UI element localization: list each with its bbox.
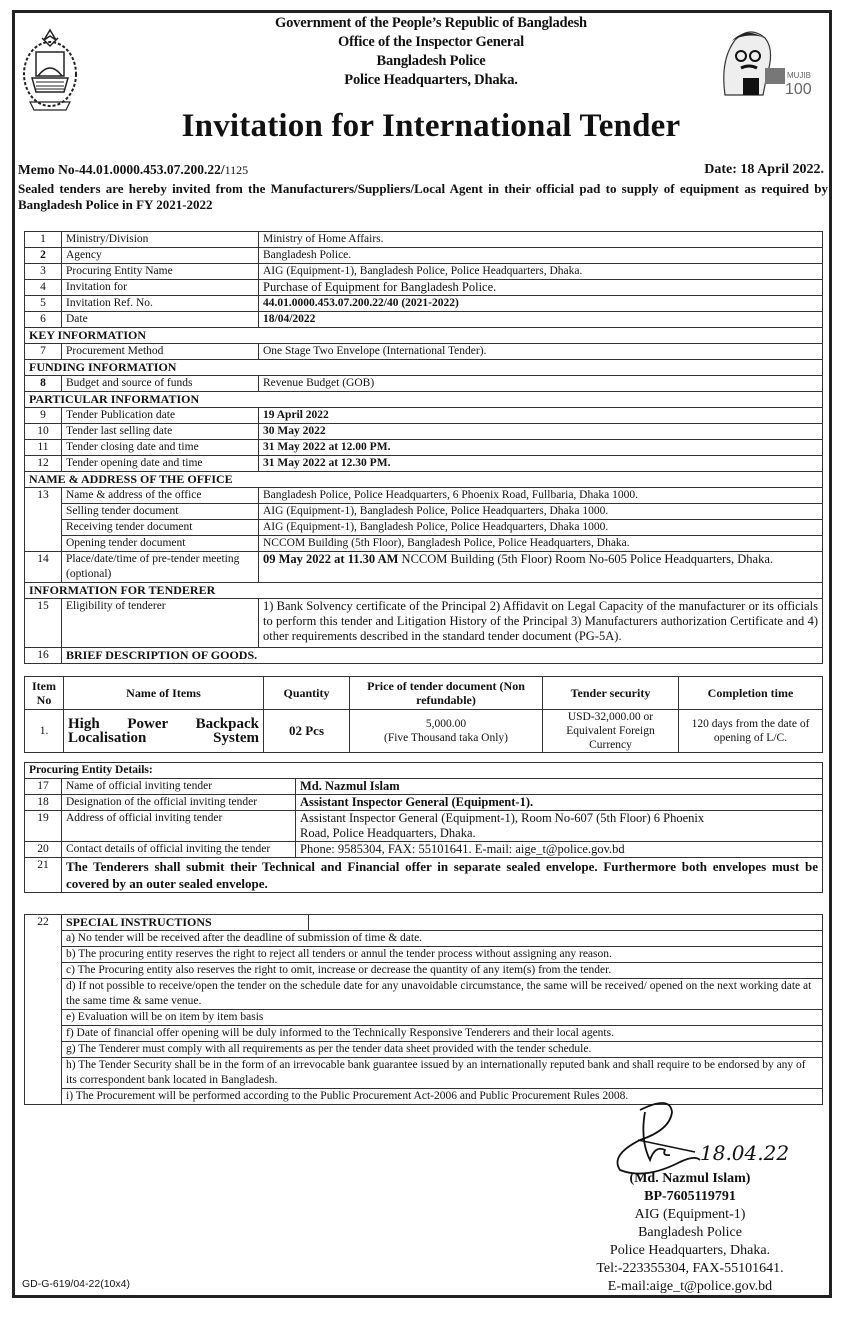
row-label: Budget and source of funds	[62, 376, 259, 392]
row-value: 44.01.0000.453.07.200.22/40 (2021-2022)	[259, 296, 823, 312]
section-heading: PARTICULAR INFORMATION	[25, 392, 823, 408]
table-row	[25, 312, 823, 328]
table-row	[25, 488, 823, 504]
empty-cell	[309, 915, 823, 931]
row-value: Assistant Inspector General (Equipment-1).	[296, 795, 823, 811]
table-row	[25, 811, 823, 842]
row-label: Receiving tender document	[62, 520, 259, 536]
table-row	[25, 552, 823, 583]
procuring-table	[24, 762, 823, 893]
pretender-datetime: 09 May 2022 at 11.30 AM	[263, 552, 399, 566]
row-number: 19	[25, 811, 62, 842]
row-value: 31 May 2022 at 12.30 PM.	[259, 456, 823, 472]
row-label: Tender closing date and time	[62, 440, 259, 456]
row-value	[259, 552, 823, 583]
table-row	[25, 779, 823, 795]
instruction-item: c) The Procuring entity also reserves the right to omit, increase or decrease the quantity of any item(s) from the tender.	[25, 963, 823, 979]
table-row	[25, 280, 823, 296]
letterhead-line: Office of the Inspector General	[337, 34, 524, 50]
instruction-item: d) If not possible to receive/open the tender on the schedule date for any unavoidable circumstance, the same will be received/ opened on the next working date at the same time & same venue.	[25, 979, 823, 1010]
row-value: AIG (Equipment-1), Bangladesh Police, Police Headquarters, Dhaka 1000.	[259, 504, 823, 520]
row-label: Name & address of the office	[62, 488, 259, 504]
section-heading: Procuring Entity Details:	[25, 763, 823, 779]
letterhead-line: Bangladesh Police	[376, 53, 486, 69]
row-value: 30 May 2022	[259, 424, 823, 440]
section-heading: INFORMATION FOR TENDERER	[25, 583, 823, 599]
signatory-email: E-mail:aige_t@police.gov.bd	[607, 1279, 773, 1294]
row-label: Opening tender document	[62, 536, 259, 552]
memo-label: Memo No-44.01.0000.453.07.200.22/	[18, 162, 225, 177]
row-number: 15	[25, 599, 62, 648]
row-value: Phone: 9585304, FAX: 55101641. E-mail: aige_t@police.gov.bd	[296, 842, 823, 858]
table-row	[25, 344, 823, 360]
column-header: Item No	[25, 677, 64, 710]
letterhead-line: Government of the People’s Republic of Bangladesh	[275, 15, 587, 31]
column-header: Quantity	[264, 677, 350, 710]
memo-number	[18, 162, 248, 178]
table-row	[25, 264, 823, 280]
table-row	[25, 536, 823, 552]
row-label: Ministry/Division	[62, 232, 259, 248]
signature-date: 18.04.22	[700, 1141, 790, 1165]
row-number: 20	[25, 842, 62, 858]
row-number: 14	[25, 552, 62, 583]
special-instructions-table	[24, 914, 823, 1105]
row-label: Designation of the official inviting tender	[62, 795, 296, 811]
row-label: Address of official inviting tender	[62, 811, 296, 842]
row-value: Assistant Inspector General (Equipment-1), Room No-607 (5th Floor) 6 Phoenix Road, Police Headquarters, Dhaka.	[296, 811, 823, 842]
table-row	[25, 232, 823, 248]
table-row	[25, 842, 823, 858]
row-label: Procurement Method	[62, 344, 259, 360]
section-heading	[25, 915, 823, 931]
column-header: Tender security	[543, 677, 679, 710]
row-number: 5	[25, 296, 62, 312]
signatory-designation: AIG (Equipment-1)	[634, 1207, 746, 1222]
submission-instruction: The Tenderers shall submit their Technical and Financial offer in separate sealed envelope. Furthermore both envelopes must be covered by an outer sealed envelope.	[62, 858, 823, 893]
row-number: 3	[25, 264, 62, 280]
signature-block	[560, 1170, 820, 1296]
row-number: 1	[25, 232, 62, 248]
document-title: Invitation for International Tender	[181, 108, 681, 144]
signatory-office: Police Headquarters, Dhaka.	[609, 1243, 771, 1258]
letterhead-line: Police Headquarters, Dhaka.	[344, 72, 518, 88]
table-row	[25, 858, 823, 893]
row-number: 6	[25, 312, 62, 328]
goods-table	[24, 676, 823, 753]
instruction-item: i) The Procurement will be performed according to the Public Procurement Act-2006 and Public Procurement Rules 2008.	[25, 1089, 823, 1105]
row-value: AIG (Equipment-1), Bangladesh Police, Police Headquarters, Dhaka 1000.	[259, 520, 823, 536]
table-row	[25, 795, 823, 811]
row-value: Bangladesh Police, Police Headquarters, 6 Phoenix Road, Fullbaria, Dhaka 1000.	[259, 488, 823, 504]
footer-code: GD-G-619/04-22(10x4)	[22, 1278, 130, 1290]
section-heading: NAME & ADDRESS OF THE OFFICE	[25, 472, 823, 488]
column-header: Name of Items	[64, 677, 264, 710]
price-words: (Five Thousand taka Only)	[383, 732, 509, 744]
price-amount: 5,000.00	[425, 718, 467, 730]
row-number: 9	[25, 408, 62, 424]
row-value: 1) Bank Solvency certificate of the Principal 2) Affidavit on Legal Capacity of the manufacturer or its officials to perform this tender and Litigation History of the Principal 3) Manufacturers authorization Certificate and 4) other requirements described in the standard tender document (PG-5A).	[259, 599, 823, 648]
table-row	[25, 456, 823, 472]
signature-icon	[600, 1100, 790, 1180]
instruction-item: f) Date of financial offer opening will be duly informed to the Technically Responsive Tenderers and their local agents.	[25, 1026, 823, 1042]
table-row	[25, 504, 823, 520]
mujib-100-logo-icon	[705, 20, 815, 100]
row-number: 22	[25, 915, 62, 1105]
row-label: Tender last selling date	[62, 424, 259, 440]
row-value: 31 May 2022 at 12.00 PM.	[259, 440, 823, 456]
row-value: 19 April 2022	[259, 408, 823, 424]
row-value: Revenue Budget (GOB)	[259, 376, 823, 392]
instruction-item: h) The Tender Security shall be in the form of an irrevocable bank guarantee issued by an internationally reputed bank and shall require to be endorsed by any of its correspondent bank located in Bangladesh.	[25, 1058, 823, 1089]
table-row	[25, 248, 823, 264]
row-label: Eligibility of tenderer	[62, 599, 259, 648]
instruction-item: g) The Tenderer must comply with all requirements as per the tender data sheet provided with the tender schedule.	[25, 1042, 823, 1058]
tender-info-table	[24, 231, 823, 664]
row-number: 17	[25, 779, 62, 795]
pretender-venue: NCCOM Building (5th Floor) Room No-605 Police Headquarters, Dhaka.	[398, 552, 774, 566]
row-label: Place/date/time of pre-tender meeting (optional)	[62, 552, 259, 583]
goods-header-row	[25, 677, 823, 710]
item-name: High Power Backpack Localisation System	[64, 710, 264, 753]
column-header: Completion time	[679, 677, 823, 710]
intro-paragraph: Sealed tenders are hereby invited from the Manufacturers/Suppliers/Local Agent in their official pad to supply of equipment as required by Bangladesh Police in FY 2021-2022	[18, 181, 828, 212]
row-label: Contact details of official inviting the tender	[62, 842, 296, 858]
row-number: 7	[25, 344, 62, 360]
row-number: 18	[25, 795, 62, 811]
item-price	[350, 710, 543, 753]
row-number: 13	[25, 488, 62, 552]
row-label: Selling tender document	[62, 504, 259, 520]
row-label: Tender opening date and time	[62, 456, 259, 472]
signatory-organization: Bangladesh Police	[638, 1225, 742, 1240]
signatory-bp-number: BP-7605119791	[644, 1189, 736, 1204]
row-value: NCCOM Building (5th Floor), Bangladesh Police, Police Headquarters, Dhaka.	[259, 536, 823, 552]
row-number: 12	[25, 456, 62, 472]
row-value: Purchase of Equipment for Bangladesh Police.	[259, 280, 823, 296]
row-value: AIG (Equipment-1), Bangladesh Police, Police Headquarters, Dhaka.	[259, 264, 823, 280]
row-value: One Stage Two Envelope (International Tender).	[259, 344, 823, 360]
memo-date: Date: 18 April 2022.	[704, 162, 824, 177]
row-label: Invitation for	[62, 280, 259, 296]
instruction-item: b) The procuring entity reserves the right to reject all tenders or annul the tender process without assigning any reason.	[25, 947, 823, 963]
row-number: 16	[25, 648, 62, 664]
table-row	[25, 440, 823, 456]
item-number: 1.	[25, 710, 64, 753]
row-number: 21	[25, 858, 62, 893]
goods-heading: BRIEF DESCRIPTION OF GOODS.	[62, 648, 823, 664]
row-label: Invitation Ref. No.	[62, 296, 259, 312]
svg-text:100: 100	[785, 81, 812, 98]
goods-row	[25, 710, 823, 753]
row-label: Tender Publication date	[62, 408, 259, 424]
table-row	[25, 424, 823, 440]
table-row	[25, 376, 823, 392]
instruction-item: e) Evaluation will be on item by item basis	[25, 1010, 823, 1026]
table-row	[25, 599, 823, 648]
instruction-item: a) No tender will be received after the deadline of submission of time & date.	[25, 931, 823, 947]
row-label: Date	[62, 312, 259, 328]
section-heading: FUNDING INFORMATION	[25, 360, 823, 376]
svg-text:MUJIB: MUJIB	[787, 71, 811, 80]
table-row	[25, 408, 823, 424]
column-header: Price of tender document (Non refundable)	[350, 677, 543, 710]
row-value: Md. Nazmul Islam	[296, 779, 823, 795]
table-row	[25, 520, 823, 536]
signatory-name: (Md. Nazmul Islam)	[629, 1171, 751, 1186]
row-label: Name of official inviting tender	[62, 779, 296, 795]
item-security: USD-32,000.00 or Equivalent Foreign Currency	[543, 710, 679, 753]
item-quantity: 02 Pcs	[264, 710, 350, 753]
signatory-phone: Tel:-223355304, FAX-55101641.	[596, 1261, 784, 1276]
section-heading: KEY INFORMATION	[25, 328, 823, 344]
memo-suffix: 1125	[224, 163, 249, 177]
row-label: Procuring Entity Name	[62, 264, 259, 280]
table-row	[25, 296, 823, 312]
row-number: 2	[25, 248, 62, 264]
item-completion: 120 days from the date of opening of L/C.	[679, 710, 823, 753]
row-number: 11	[25, 440, 62, 456]
row-value: Bangladesh Police.	[259, 248, 823, 264]
row-value: 18/04/2022	[259, 312, 823, 328]
row-label: Agency	[62, 248, 259, 264]
special-heading: SPECIAL INSTRUCTIONS	[62, 915, 309, 931]
row-number: 4	[25, 280, 62, 296]
section-heading	[25, 648, 823, 664]
row-number: 10	[25, 424, 62, 440]
row-number: 8	[25, 376, 62, 392]
row-value: Ministry of Home Affairs.	[259, 232, 823, 248]
